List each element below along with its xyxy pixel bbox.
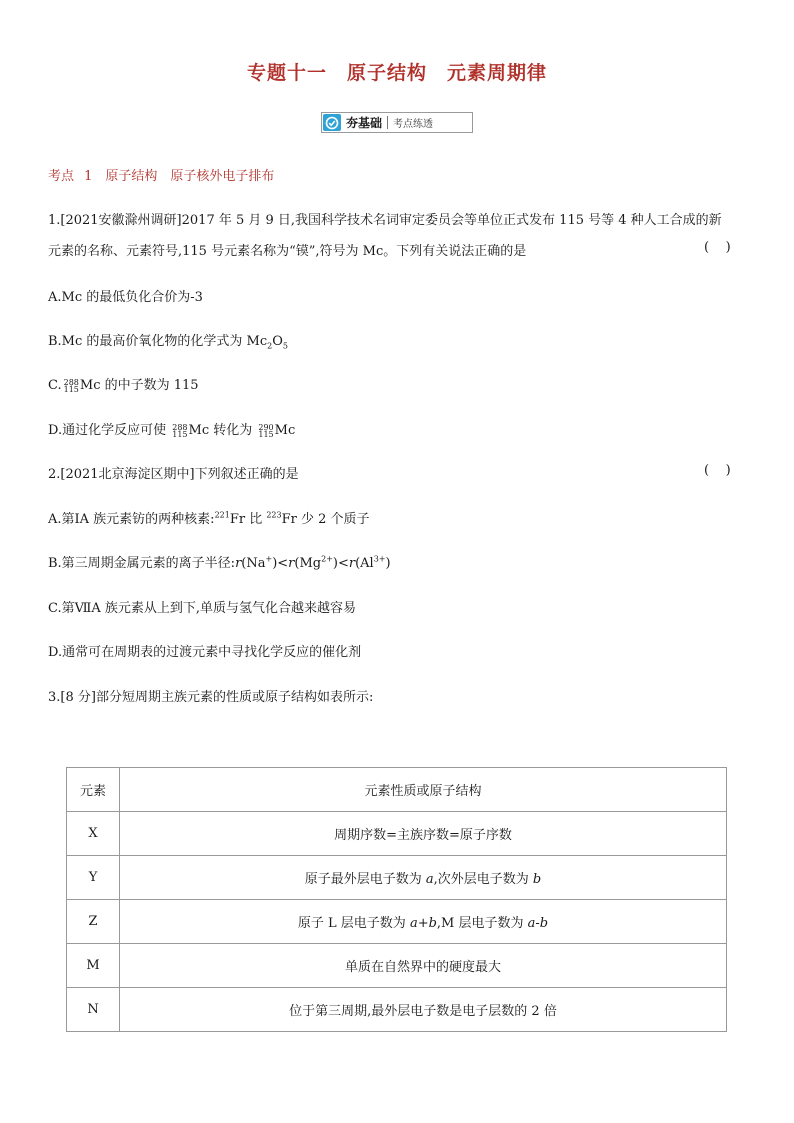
q3-stem: 3.[8 分]部分短周期主族元素的性质或原子结构如表所示: xyxy=(48,690,374,705)
isotope-notation: 288 115 xyxy=(172,423,188,439)
table-cell-description: 位于第三周期,最外层电子数是电子层数的 2 倍 xyxy=(120,988,727,1032)
table-cell-description: 原子最外层电子数为 a,次外层电子数为 b xyxy=(120,856,727,900)
table-cell-element: Z xyxy=(67,900,120,944)
q1-stem-line1: 1.[2021安徽滁州调研]2017 年 5 月 9 日,我国科学技术名词审定委员会等单位正式发布 115 号等 4 种人工合成的新 xyxy=(48,213,722,228)
isotope-notation: 288 115 xyxy=(63,378,79,394)
isotope-notation: 290 115 xyxy=(258,423,274,439)
q2-option-a: A.第ⅠA 族元素钫的两种核素:$^{221}$Fr 比 $^{223}$Fr 少 2 个质子 xyxy=(48,510,370,527)
q2-stem: 2.[2021北京海淀区期中]下列叙述正确的是 xyxy=(48,467,299,482)
q1-option-d: D.通过化学反应可使 288 115 Mc 转化为 290 115 Mc xyxy=(48,423,296,439)
section-badge xyxy=(321,112,473,133)
table-header-row xyxy=(67,768,727,812)
table-cell-element: M xyxy=(67,944,120,988)
table-row xyxy=(67,988,727,1032)
table-cell-element: N xyxy=(67,988,120,1032)
table-header-cell: 元素性质或原子结构 xyxy=(120,768,727,812)
table-row xyxy=(67,856,727,900)
badge-label: 夯基础 xyxy=(346,116,383,130)
table-row xyxy=(67,944,727,988)
q2-answer-bracket: ( ) xyxy=(704,463,731,478)
page-title: 专题十一 原子结构 元素周期律 xyxy=(246,62,547,84)
table-cell-description: 周期序数=主族序数=原子序数 xyxy=(120,812,727,856)
table-header-cell: 元素 xyxy=(67,768,120,812)
table-cell-description: 原子 L 层电子数为 a+b,M 层电子数为 a-b xyxy=(120,900,727,944)
q1-answer-bracket: ( ) xyxy=(704,240,731,255)
q2-option-d: D.通常可在周期表的过渡元素中寻找化学反应的催化剂 xyxy=(48,645,362,660)
table-cell-element: Y xyxy=(67,856,120,900)
q1-stem-line2: 元素的名称、元素符号,115 号元素名称为“镆”,符号为 Mc。下列有关说法正确的是 xyxy=(48,244,527,259)
element-table xyxy=(66,767,727,1032)
table-row xyxy=(67,812,727,856)
section-heading: 考点 1 原子结构 原子核外电子排布 xyxy=(48,169,275,184)
badge-divider xyxy=(387,116,388,129)
q2-option-b: B.第三周期金属元素的离子半径$:r(Na^+)<r(Mg^{2+})<r(Al^{3+})$ xyxy=(48,554,391,571)
check-circle-icon xyxy=(323,114,341,131)
table-cell-element: X xyxy=(67,812,120,856)
q1-option-a: A.Mc 的最低负化合价为-3 xyxy=(48,290,203,305)
table-cell-description: 单质在自然界中的硬度最大 xyxy=(120,944,727,988)
q1-option-b: B.Mc 的最高价氧化物的化学式为 $Mc_2O_5$ xyxy=(48,334,288,351)
badge-sublabel: 考点练透 xyxy=(393,119,434,130)
table-row xyxy=(67,900,727,944)
q2-option-c: C.第ⅦA 族元素从上到下,单质与氢气化合越来越容易 xyxy=(48,601,357,616)
q1-option-c: C. 288 115 Mc 的中子数为 115 xyxy=(48,378,199,394)
